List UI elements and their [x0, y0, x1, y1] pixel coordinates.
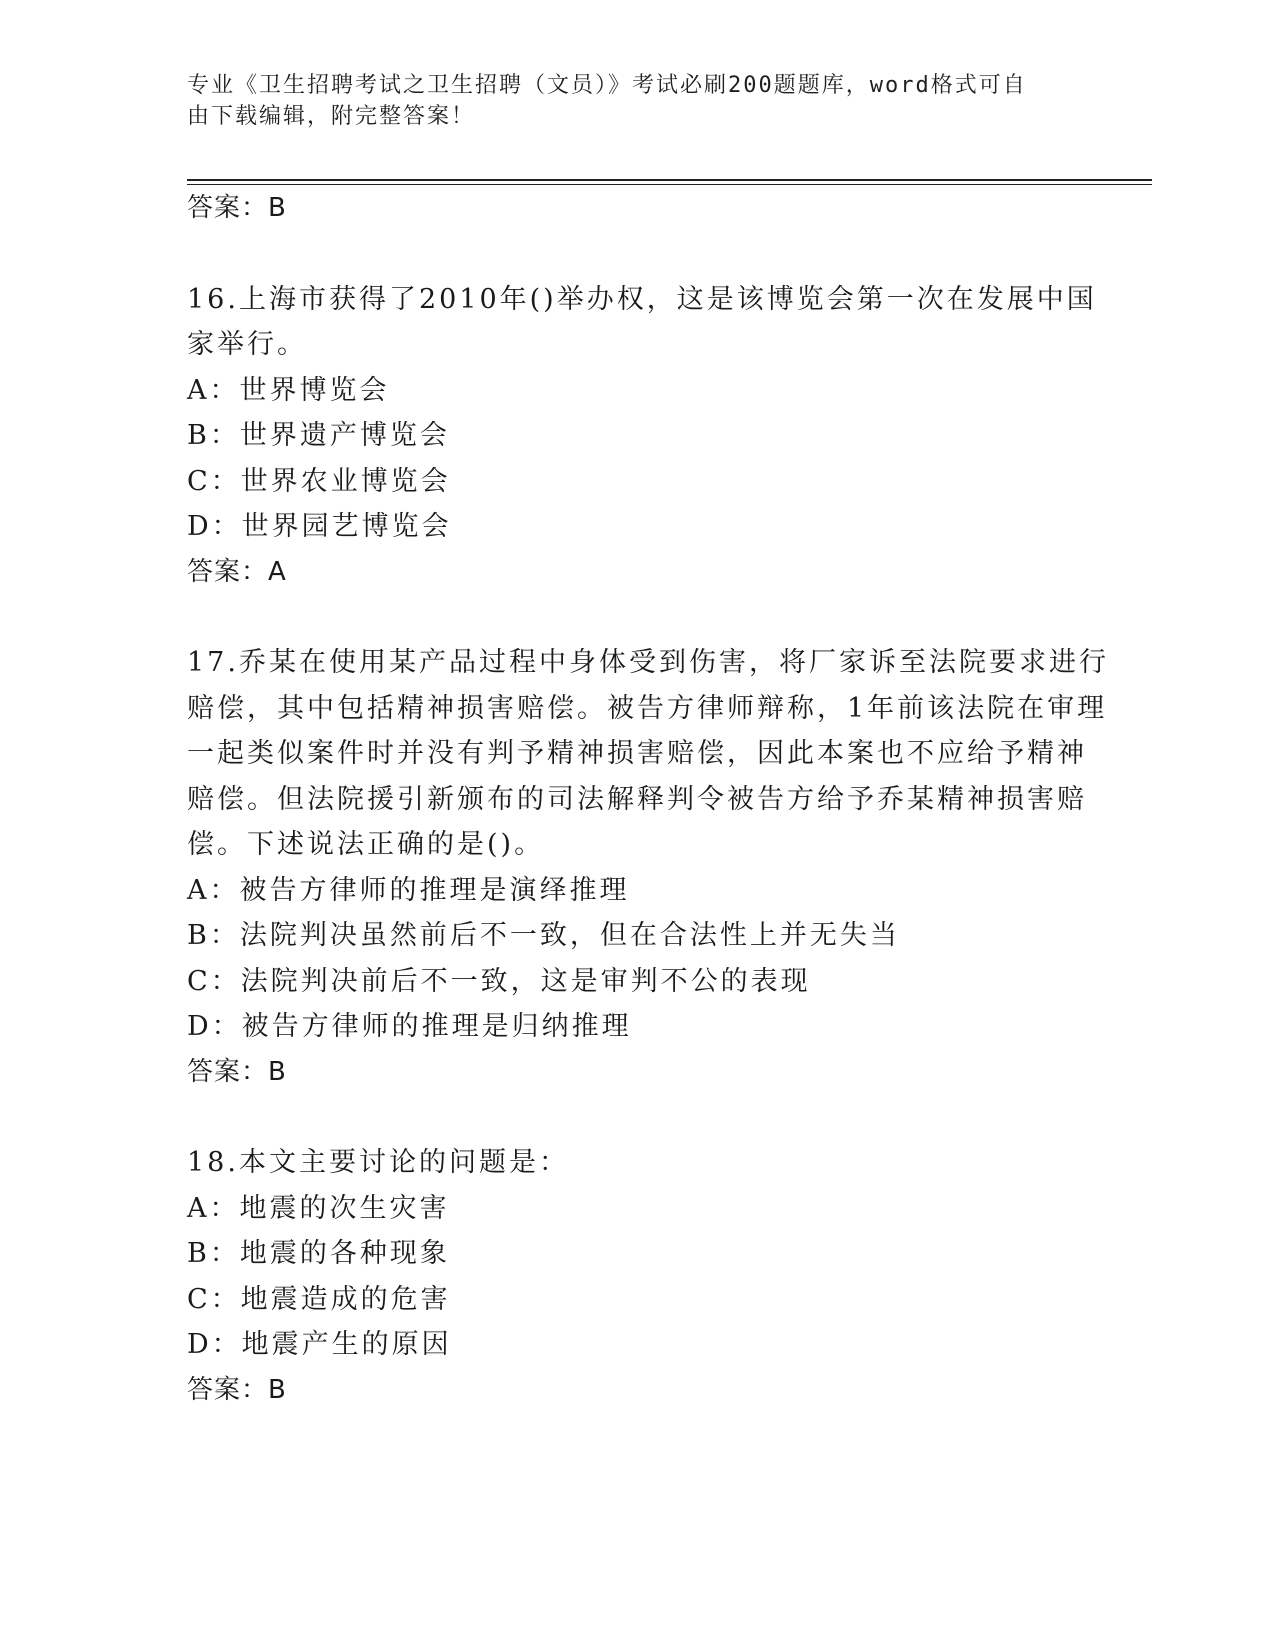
question-list: [187, 186, 1109, 1413]
document-header: [187, 70, 1067, 132]
question-stem-line: 17.乔某在使用某产品过程中身体受到伤害，将厂家诉至法院要求进行: [187, 647, 1109, 678]
option-a: A：被告方律师的推理是演绎推理: [187, 874, 630, 906]
question-16: [187, 277, 1097, 596]
header-line-1: 专业《卫生招聘考试之卫生招聘（文员）》考试必刷200题题库，word格式可自: [187, 73, 1027, 98]
option-a: A：地震的次生灾害: [187, 1192, 450, 1224]
question-stem-line: 18.本文主要讨论的问题是：: [187, 1147, 569, 1178]
option-d: D：地震产生的原因: [187, 1329, 452, 1360]
question-stem-line: 一起类似案件时并没有判予精神损害赔偿，因此本案也不应给予精神: [187, 738, 1087, 769]
header-divider-top: [187, 179, 1152, 181]
header-divider-bottom: [187, 184, 1152, 185]
option-d: D：世界园艺博览会: [187, 511, 452, 542]
option-c: C：法院判决前后不一致，这是审判不公的表现: [187, 965, 811, 997]
question-stem-line: 赔偿，其中包括精神损害赔偿。被告方律师辩称，1年前该法院在审理: [187, 692, 1108, 724]
option-c: C：世界农业博览会: [187, 465, 451, 497]
question-answer: 答案：B: [187, 1056, 287, 1087]
option-c: C：地震造成的危害: [187, 1283, 451, 1315]
question-answer: 答案：A: [187, 556, 287, 587]
previous-answer: 答案：B: [187, 193, 287, 223]
spacer: [187, 232, 1087, 277]
spacer: [187, 595, 1087, 640]
spacer: [187, 1095, 1087, 1140]
option-a: A：世界博览会: [187, 374, 390, 406]
option-b: B：世界遗产博览会: [187, 420, 450, 451]
option-b: B：地震的各种现象: [187, 1238, 450, 1269]
option-d: D：被告方律师的推理是归纳推理: [187, 1011, 632, 1042]
question-stem-line: 赔偿。但法院援引新颁布的司法解释判令被告方给予乔某精神损害赔: [187, 783, 1087, 815]
question-17: [187, 640, 1109, 1095]
question-stem-line: 偿。下述说法正确的是()。: [187, 829, 545, 860]
question-stem-line: 家举行。: [187, 329, 307, 360]
option-b: B：法院判决虽然前后不一致，但在合法性上并无失当: [187, 920, 900, 951]
question-stem-line: 16.上海市获得了2010年()举办权，这是该博览会第一次在发展中国: [187, 283, 1097, 315]
question-answer: 答案：B: [187, 1374, 287, 1405]
header-line-2: 由下载编辑，附完整答案！: [187, 104, 476, 129]
question-18: [187, 1140, 1087, 1413]
